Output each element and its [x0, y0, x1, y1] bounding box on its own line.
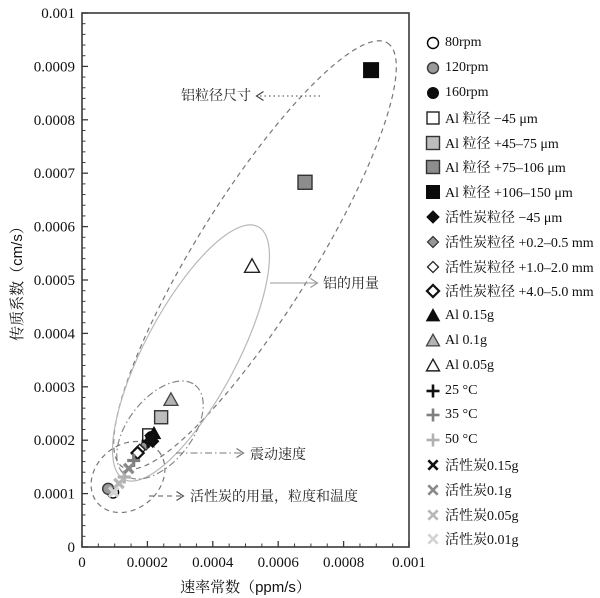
- legend-label: 活性炭0.15g: [445, 458, 519, 474]
- diamond-legend-icon: [424, 258, 442, 276]
- legend-label: 活性炭0.01g: [445, 533, 519, 549]
- square-marker: [427, 136, 440, 149]
- legend-item: [424, 353, 600, 378]
- legend-label: Al 粒径 −45 μm: [445, 111, 538, 127]
- legend-label: Al 0.15g: [445, 308, 494, 324]
- legend-label: 活性炭粒径 +4.0–5.0 mm: [445, 285, 594, 301]
- triangle-marker: [164, 393, 178, 406]
- x-tick-label: 0.0006: [257, 555, 299, 571]
- y-tick-label: 0.0009: [33, 59, 75, 76]
- legend-item: [424, 31, 600, 56]
- legend-label: 25 °C: [445, 382, 478, 398]
- square-marker: [364, 63, 379, 78]
- circle-marker: [428, 63, 439, 74]
- group-ellipse: [100, 365, 221, 494]
- legend-label: 活性炭粒径 +1.0–2.0 mm: [445, 260, 594, 276]
- legend-label: 120rpm: [445, 60, 489, 76]
- x-tick-label: 0.0004: [192, 555, 234, 571]
- y-tick-label: 0.0002: [33, 433, 75, 450]
- square-marker: [427, 186, 440, 199]
- legend-label: Al 粒径 +75–106 μm: [445, 161, 566, 177]
- legend-item: [424, 403, 600, 428]
- group-ellipse: [73, 12, 436, 497]
- legend-label: Al 粒径 +45–75 μm: [445, 136, 559, 152]
- plus-legend-icon: [424, 431, 442, 449]
- legend-label: 50 °C: [445, 432, 478, 448]
- triangle-legend-icon: [424, 357, 442, 375]
- legend-item: [424, 279, 600, 304]
- legend-label: 活性炭0.1g: [445, 483, 512, 499]
- x-legend-icon: [424, 506, 442, 524]
- triangle-legend-icon: [424, 332, 442, 350]
- legend-item: [424, 105, 600, 130]
- annotation-text: 铝粒径尺寸: [181, 87, 251, 103]
- legend-item: [424, 428, 600, 453]
- diamond-legend-icon: [424, 208, 442, 226]
- diamond-legend-icon: [424, 233, 442, 251]
- triangle-marker: [427, 309, 440, 321]
- y-tick-label: 0.0006: [33, 219, 75, 236]
- y-tick-label: 0.0007: [33, 166, 75, 183]
- legend-item: [424, 254, 600, 279]
- circle-marker: [428, 38, 439, 49]
- diamond-marker: [427, 261, 438, 272]
- square-legend-icon: [424, 183, 442, 201]
- legend-item: [424, 378, 600, 403]
- square-legend-icon: [424, 134, 442, 152]
- legend-item: [424, 229, 600, 254]
- square-marker: [427, 161, 440, 174]
- legend-item: [424, 329, 600, 354]
- legend-item: [424, 180, 600, 205]
- square-marker: [427, 112, 439, 124]
- y-tick-label: 0.0008: [33, 112, 75, 129]
- y-tick-label: 0.0004: [33, 326, 75, 343]
- y-tick-label: 0: [67, 540, 75, 556]
- legend-label: 160rpm: [445, 84, 489, 100]
- square-legend-icon: [424, 158, 442, 176]
- x-tick-label: 0.001: [392, 555, 426, 571]
- legend-item: [424, 527, 600, 552]
- y-tick-label: 0.001: [41, 6, 75, 22]
- x-legend-icon: [424, 481, 442, 499]
- legend-item: [424, 205, 600, 230]
- legend-item: [424, 81, 600, 106]
- annotation-text: 活性炭的用量，粒度和温度: [190, 488, 358, 504]
- x-legend-icon: [424, 456, 442, 474]
- legend-item: [424, 56, 600, 81]
- x-axis-title: 速率常数（ppm/s）: [180, 579, 311, 596]
- plus-legend-icon: [424, 382, 442, 400]
- legend-item: [424, 502, 600, 527]
- y-tick-label: 0.0005: [33, 273, 75, 289]
- legend-label: 35 °C: [445, 407, 478, 423]
- x-tick-label: 0.0002: [126, 555, 169, 571]
- triangle-marker: [245, 259, 260, 273]
- x-tick-label: 0.0008: [322, 555, 365, 571]
- y-axis-title: 传质系数（cm/s）: [9, 219, 26, 341]
- square-legend-icon: [424, 109, 442, 127]
- legend-label: 活性炭粒径 −45 μm: [445, 210, 563, 226]
- triangle-marker: [427, 334, 440, 346]
- diamond-marker: [427, 285, 439, 297]
- y-tick-label: 0.0001: [33, 486, 75, 503]
- diamond-marker: [427, 236, 438, 247]
- square-marker: [155, 411, 168, 424]
- legend-item: [424, 130, 600, 155]
- square-marker: [298, 175, 312, 189]
- legend-label: Al 粒径 +106–150 μm: [445, 186, 573, 202]
- legend-item: [424, 477, 600, 502]
- chart-legend: [424, 31, 600, 552]
- x-legend-icon: [424, 530, 442, 548]
- legend-label: 活性炭0.05g: [445, 508, 519, 524]
- legend-item: [424, 304, 600, 329]
- annotation-text: 震动速度: [250, 446, 306, 462]
- circle-legend-icon: [424, 34, 442, 52]
- circle-legend-icon: [424, 59, 442, 77]
- circle-marker: [428, 87, 439, 98]
- annotation-text: 铝的用量: [323, 275, 379, 291]
- legend-label: 80rpm: [445, 35, 482, 51]
- legend-label: 活性炭粒径 +0.2–0.5 mm: [445, 235, 594, 251]
- triangle-legend-icon: [424, 307, 442, 325]
- triangle-marker: [427, 359, 440, 371]
- legend-label: Al 0.1g: [445, 332, 487, 348]
- diamond-legend-icon: [424, 282, 442, 300]
- legend-label: Al 0.05g: [445, 357, 494, 373]
- x-tick-label: 0: [78, 555, 86, 571]
- diamond-marker: [427, 211, 439, 223]
- legend-item: [424, 453, 600, 478]
- plus-legend-icon: [424, 406, 442, 424]
- circle-legend-icon: [424, 84, 442, 102]
- y-tick-label: 0.0003: [33, 379, 75, 396]
- legend-item: [424, 155, 600, 180]
